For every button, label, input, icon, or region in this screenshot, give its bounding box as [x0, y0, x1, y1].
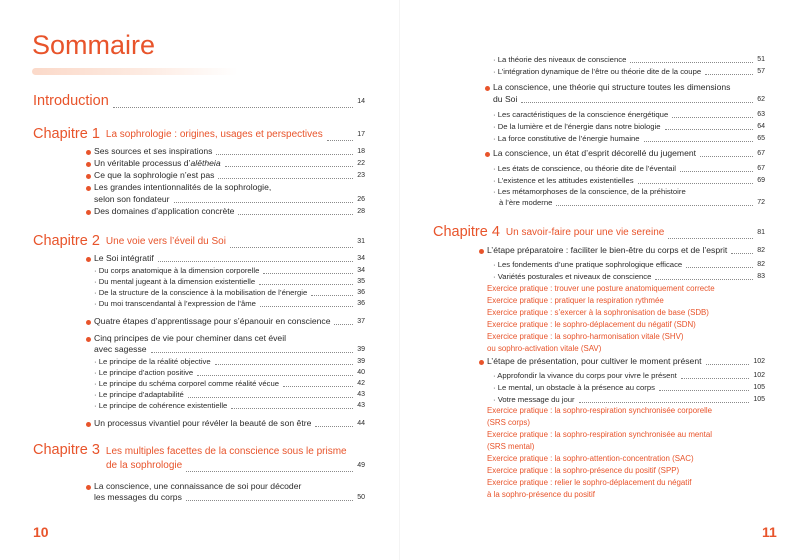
- page-ref: 34: [357, 267, 365, 274]
- page-ref: 82: [757, 247, 765, 254]
- toc-introduction[interactable]: [33, 93, 365, 110]
- toc-subentry-text: Variétés posturales et niveaux de conscience: [497, 272, 652, 281]
- bullet-icon: [86, 162, 91, 167]
- page-ref: 105: [753, 396, 765, 403]
- toc-introduction-label: Introduction: [33, 93, 109, 109]
- dot-leader: [283, 386, 353, 387]
- dot-leader: [158, 261, 353, 262]
- title-underline: [32, 68, 238, 75]
- dot-leader: [260, 306, 353, 307]
- toc-entry-line[interactable]: La conscience, une connaissance de soi pour décoder: [94, 481, 302, 491]
- dot-leader: [186, 471, 353, 472]
- dot-leader: [630, 62, 753, 63]
- dot-leader: [215, 364, 354, 365]
- page-ref: 49: [357, 462, 365, 469]
- page-ref: 23: [357, 172, 365, 179]
- toc-subentry[interactable]: [493, 66, 765, 77]
- toc-subentry-text: Le principe de la réalité objective: [98, 357, 211, 366]
- toc-subentry[interactable]: [94, 389, 365, 400]
- toc-subentry-text: De la structure de la conscience à la mobilisation de l’énergie: [98, 288, 308, 297]
- toc-subentry-text: Le mental, un obstacle à la présence au corps: [497, 383, 655, 392]
- toc-entry-line[interactable]: La conscience, une théorie qui structure toutes les dimensions: [493, 82, 731, 92]
- page-ref: 34: [357, 255, 365, 262]
- toc-subentry[interactable]: [94, 400, 365, 411]
- toc-entry[interactable]: [94, 146, 365, 157]
- page-ref: 105: [753, 384, 765, 391]
- toc-entry-label: Un processus vivantiel pour révéler la beauté de son être: [94, 418, 312, 428]
- page-ref: 50: [357, 494, 365, 501]
- page-ref: 62: [757, 96, 765, 103]
- dot-leader: [218, 178, 353, 179]
- toc-subentry-label: · Du mental jugeant à la dimension existentielle: [94, 277, 256, 286]
- page-ref: 28: [357, 208, 365, 215]
- toc-subentry-text: Approfondir la vivance du corps pour vivre le présent: [497, 371, 677, 380]
- toc-chapter-3-cont[interactable]: [106, 457, 365, 474]
- toc-subentry-text: Le principe de cohérence existentielle: [98, 401, 228, 410]
- toc-entry-label: selon son fondateur: [94, 194, 170, 204]
- dot-leader: [731, 253, 753, 254]
- bullet-icon: [86, 257, 91, 262]
- dot-leader: [644, 141, 754, 142]
- toc-subentry[interactable]: [493, 163, 765, 174]
- toc-subentry[interactable]: [94, 287, 365, 298]
- toc-entry[interactable]: [493, 94, 765, 105]
- exercise-link[interactable]: Exercice pratique : le sophro-déplacement du négatif (SDN): [487, 320, 696, 329]
- dot-leader: [238, 214, 353, 215]
- page-number: 10: [33, 524, 49, 540]
- toc-subentry[interactable]: [499, 197, 765, 208]
- toc-subentry[interactable]: [94, 356, 365, 367]
- toc-subentry-label: · Le principe de la réalité objective: [94, 357, 211, 366]
- page-ref: 26: [357, 196, 365, 203]
- toc-subentry[interactable]: [493, 54, 765, 65]
- toc-subentry-text: Votre message du jour: [497, 395, 575, 404]
- dot-leader: [311, 295, 353, 296]
- bullet-icon: [86, 150, 91, 155]
- dot-leader: [334, 324, 353, 325]
- toc-subentry-label: · Le principe du schéma corporel comme réalité vécue: [94, 379, 280, 388]
- toc-subentry[interactable]: [94, 265, 365, 276]
- toc-subentry-label: · Du moi transcendantal à l’expression de l’âme: [94, 299, 256, 308]
- toc-subentry[interactable]: [94, 367, 365, 378]
- toc-subentry[interactable]: [493, 394, 765, 405]
- page-ref: 82: [757, 261, 765, 268]
- toc-subentry-text: De la lumière et de l’énergie dans notre biologie: [497, 122, 661, 131]
- exercise-link[interactable]: Exercice pratique : la sophro-attention-concentration (SAC): [487, 454, 694, 463]
- page-ref: 69: [757, 177, 765, 184]
- toc-entry-label: du Soi: [493, 94, 518, 104]
- chapter-title: Une voie vers l’éveil du Soi: [105, 236, 226, 247]
- dot-leader: [174, 202, 354, 203]
- toc-entry[interactable]: [94, 194, 365, 205]
- toc-subentry-label: · Le mental, un obstacle à la présence au corps: [493, 383, 655, 392]
- exercise-link[interactable]: Exercice pratique : pratiquer la respiration rythmée: [487, 296, 664, 305]
- toc-entry-label: [94, 158, 221, 169]
- exercise-link[interactable]: Exercice pratique : la sophro-présence du positif (SPP): [487, 466, 680, 475]
- toc-subentry[interactable]: [94, 276, 365, 287]
- dot-leader: [197, 375, 353, 376]
- page-ref: 72: [757, 199, 765, 206]
- chapter-number: Chapitre 1: [33, 126, 100, 142]
- toc-subentry-text: Les états de conscience, ou théorie dite de l’éventail: [497, 164, 676, 173]
- bullet-icon: [86, 186, 91, 191]
- toc-subentry[interactable]: [493, 271, 765, 282]
- toc-subentry[interactable]: [493, 175, 765, 186]
- toc-subentry-label: · Votre message du jour: [493, 395, 575, 404]
- toc-subentry[interactable]: [493, 259, 765, 270]
- toc-entry-label: Ce que la sophrologie n’est pas: [94, 170, 215, 180]
- toc-entry-line[interactable]: Cinq principes de vie pour cheminer dans cet éveil: [94, 333, 287, 343]
- toc-subentry-text: Du moi transcendantal à l’expression de l’âme: [98, 299, 256, 308]
- dot-leader: [151, 352, 354, 353]
- exercise-link[interactable]: Exercice pratique : relier le sophro-déplacement du négatif: [487, 478, 692, 487]
- toc-entry-label: les messages du corps: [94, 492, 182, 502]
- toc-entry[interactable]: [94, 316, 365, 327]
- toc-entry-label: L’étape de présentation, pour cultiver le moment présent: [487, 356, 702, 366]
- page-title: Sommaire: [32, 30, 156, 60]
- page-ref: 43: [357, 391, 365, 398]
- page-ref: 102: [753, 358, 765, 365]
- toc-entry-label: L’étape préparatoire : faciliter le bien-être du corps et de l’esprit: [487, 245, 728, 255]
- toc-entry[interactable]: [94, 253, 365, 264]
- dot-leader: [705, 74, 753, 75]
- chapter-title: La sophrologie : origines, usages et perspectives: [105, 129, 323, 140]
- toc-subentry-label: · L’existence et les attitudes existentielles: [493, 176, 634, 185]
- page-ref: 17: [357, 131, 365, 138]
- dot-leader: [668, 238, 753, 239]
- toc-entry[interactable]: [94, 344, 365, 355]
- toc-subentry-label: · Du corps anatomique à la dimension corporelle: [94, 266, 260, 275]
- toc-subentry-label: · L’intégration dynamique de l’être ou théorie dite de la coupe: [493, 67, 702, 76]
- page-ref: 102: [753, 372, 765, 379]
- toc-chapter-1[interactable]: [33, 126, 365, 143]
- toc-entry[interactable]: [94, 158, 365, 169]
- toc-subentry-text: Le principe d’action positive: [98, 368, 194, 377]
- toc-entry-label: Le Soi intégratif: [94, 253, 154, 263]
- bullet-icon: [479, 249, 484, 254]
- toc-subentry-label: · La force constitutive de l’énergie humaine: [493, 134, 640, 143]
- dot-leader: [113, 107, 353, 108]
- dot-leader: [680, 171, 753, 172]
- bullet-icon: [86, 210, 91, 215]
- toc-subentry-label: · Approfondir la vivance du corps pour vivre le présent: [493, 371, 677, 380]
- toc-subentry-label: · Les états de conscience, ou théorie dite de l’éventail: [493, 164, 676, 173]
- dot-leader: [700, 156, 753, 157]
- toc-subentry-label: · Le principe d’action positive: [94, 368, 194, 377]
- toc-subentry[interactable]: [493, 121, 765, 132]
- page-ref: 44: [357, 420, 365, 427]
- dot-leader: [665, 129, 754, 130]
- exercise-link[interactable]: Exercice pratique : la sophro-respiration synchronisée au mental: [487, 430, 712, 439]
- toc-subentry-text: La force constitutive de l’énergie humaine: [497, 134, 640, 143]
- toc-entry[interactable]: [94, 418, 365, 429]
- toc-subentry-text: Les fondements d’une pratique sophrologique efficace: [497, 260, 683, 269]
- right-page: [400, 0, 800, 560]
- dot-leader: [216, 154, 353, 155]
- page-ref: 51: [757, 56, 765, 63]
- page-number: 11: [762, 524, 777, 540]
- dot-leader: [230, 247, 353, 248]
- toc-chapter-4[interactable]: [433, 224, 765, 241]
- page-ref: 67: [757, 165, 765, 172]
- bullet-icon: [479, 360, 484, 365]
- dot-leader: [556, 205, 753, 206]
- toc-entry[interactable]: [487, 245, 765, 256]
- bullet-icon: [86, 320, 91, 325]
- toc-subentry-text: Les métamorphoses de la conscience, de la préhistoire: [497, 187, 686, 196]
- page-ref: 22: [357, 160, 365, 167]
- toc-subentry-text: L’existence et les attitudes existentielles: [497, 176, 634, 185]
- dot-leader: [225, 166, 354, 167]
- toc-subentry-label: · Les caractéristiques de la conscience énergétique: [493, 110, 669, 119]
- toc-entry[interactable]: [94, 492, 365, 503]
- toc-subentry[interactable]: [493, 370, 765, 381]
- dot-leader: [315, 426, 353, 427]
- toc-subentry[interactable]: [493, 382, 765, 393]
- toc-entry-label: La conscience, un état d’esprit décorellé du jugement: [493, 148, 697, 158]
- toc-entry[interactable]: [94, 206, 365, 217]
- page-ref: 63: [757, 111, 765, 118]
- page-ref: 67: [757, 150, 765, 157]
- toc-subentry[interactable]: [493, 133, 765, 144]
- page-ref: 18: [357, 148, 365, 155]
- toc-subentry-text: La théorie des niveaux de conscience: [497, 55, 627, 64]
- chapter-title: Un savoir-faire pour une vie sereine: [505, 227, 665, 238]
- page-ref: 35: [357, 278, 365, 285]
- toc-subentry-text: Le principe du schéma corporel comme réalité vécue: [98, 379, 280, 388]
- page-ref: 81: [757, 229, 765, 236]
- exercise-link[interactable]: à la sophro-présence du positif: [487, 490, 595, 499]
- page-ref: 31: [357, 238, 365, 245]
- dot-leader: [672, 117, 753, 118]
- dot-leader: [686, 267, 753, 268]
- toc-subentry-label: · La théorie des niveaux de conscience: [493, 55, 627, 64]
- chapter-title: Les multiples facettes de la conscience sous le prisme: [105, 446, 347, 457]
- page-ref: 36: [357, 289, 365, 296]
- dot-leader: [327, 140, 354, 141]
- bullet-icon: [86, 485, 91, 490]
- toc-subentry-text: Le principe d’adaptabilité: [98, 390, 184, 399]
- toc-subentry-label: · Le principe de cohérence existentielle: [94, 401, 228, 410]
- toc-subentry[interactable]: [94, 298, 365, 309]
- page-ref: 43: [357, 402, 365, 409]
- toc-chapter-2[interactable]: [33, 233, 365, 250]
- toc-entry-label: Quatre étapes d’apprentissage pour s’épanouir en conscience: [94, 316, 331, 326]
- dot-leader: [706, 364, 750, 365]
- dot-leader: [579, 402, 750, 403]
- exercise-link[interactable]: (SRS corps): [487, 418, 530, 427]
- exercise-link[interactable]: Exercice pratique : trouver une posture anatomiquement correcte: [487, 284, 715, 293]
- exercise-link[interactable]: Exercice pratique : s’exercer à la sophronisation de base (SDB): [487, 308, 709, 317]
- dot-leader: [188, 397, 353, 398]
- toc-entry-label-text: Un véritable processus d’: [94, 158, 191, 168]
- toc-subentry-text: Du mental jugeant à la dimension existentielle: [98, 277, 256, 286]
- toc-entry-line[interactable]: Les grandes intentionnalités de la sophrologie,: [94, 182, 272, 192]
- dot-leader: [681, 378, 750, 379]
- page-ref: 37: [357, 318, 365, 325]
- toc-subentry-label: · De la lumière et de l’énergie dans notre biologie: [493, 122, 661, 131]
- bullet-icon: [485, 86, 490, 91]
- exercise-link[interactable]: Exercice pratique : la sophro-respiration synchronisée corporelle: [487, 406, 712, 415]
- toc-entry[interactable]: [493, 148, 765, 159]
- toc-subentry[interactable]: [493, 109, 765, 120]
- dot-leader: [655, 279, 753, 280]
- chapter-number: Chapitre 4: [433, 224, 500, 240]
- bullet-icon: [86, 422, 91, 427]
- page-ref: 83: [757, 273, 765, 280]
- dot-leader: [231, 408, 353, 409]
- toc-subentry-label: · De la structure de la conscience à la mobilisation de l’énergie: [94, 288, 308, 297]
- page-ref: 14: [357, 98, 365, 105]
- page-ref: 64: [757, 123, 765, 130]
- toc-subentry-text: Du corps anatomique à la dimension corporelle: [98, 266, 260, 275]
- page-ref: 36: [357, 300, 365, 307]
- toc-entry-label: Ses sources et ses inspirations: [94, 146, 213, 156]
- dot-leader: [638, 183, 754, 184]
- bullet-icon: [86, 174, 91, 179]
- page-ref: 42: [357, 380, 365, 387]
- toc-subentry-label: · Les fondements d’une pratique sophrologique efficace: [493, 260, 683, 269]
- page-ref: 39: [357, 346, 365, 353]
- bullet-icon: [485, 152, 490, 157]
- exercise-link[interactable]: ou sophro-activation vitale (SAV): [487, 344, 602, 353]
- page-ref: 39: [357, 358, 365, 365]
- toc-entry[interactable]: [487, 356, 765, 367]
- dot-leader: [186, 500, 353, 501]
- dot-leader: [659, 390, 749, 391]
- toc-subentry-label: · Le principe d’adaptabilité: [94, 390, 184, 399]
- dot-leader: [259, 284, 353, 285]
- exercise-link[interactable]: (SRS mental): [487, 442, 535, 451]
- exercise-link[interactable]: Exercice pratique : la sophro-harmonisation vitale (SHV): [487, 332, 684, 341]
- dot-leader: [263, 273, 353, 274]
- bullet-icon: [86, 337, 91, 342]
- chapter-number: Chapitre 3: [33, 442, 100, 458]
- dot-leader: [521, 102, 753, 103]
- toc-entry-label-italic: alētheia: [190, 158, 221, 168]
- chapter-title: de la sophrologie: [106, 460, 183, 471]
- toc-entry-label: Des domaines d’application concrète: [94, 206, 235, 216]
- page-ref: 57: [757, 68, 765, 75]
- toc-subentry-text: L’intégration dynamique de l’être ou théorie dite de la coupe: [497, 67, 702, 76]
- toc-subentry-label: à l’ère moderne: [499, 198, 553, 207]
- toc-subentry[interactable]: [94, 378, 365, 389]
- chapter-number: Chapitre 2: [33, 233, 100, 249]
- toc-entry[interactable]: [94, 170, 365, 181]
- page-ref: 65: [757, 135, 765, 142]
- toc-subentry-label: · Variétés posturales et niveaux de conscience: [493, 272, 652, 281]
- toc-entry-label: avec sagesse: [94, 344, 147, 354]
- page-ref: 40: [357, 369, 365, 376]
- toc-subentry-line[interactable]: · Les métamorphoses de la conscience, de la préhistoire: [493, 187, 686, 196]
- toc-subentry-text: Les caractéristiques de la conscience énergétique: [497, 110, 669, 119]
